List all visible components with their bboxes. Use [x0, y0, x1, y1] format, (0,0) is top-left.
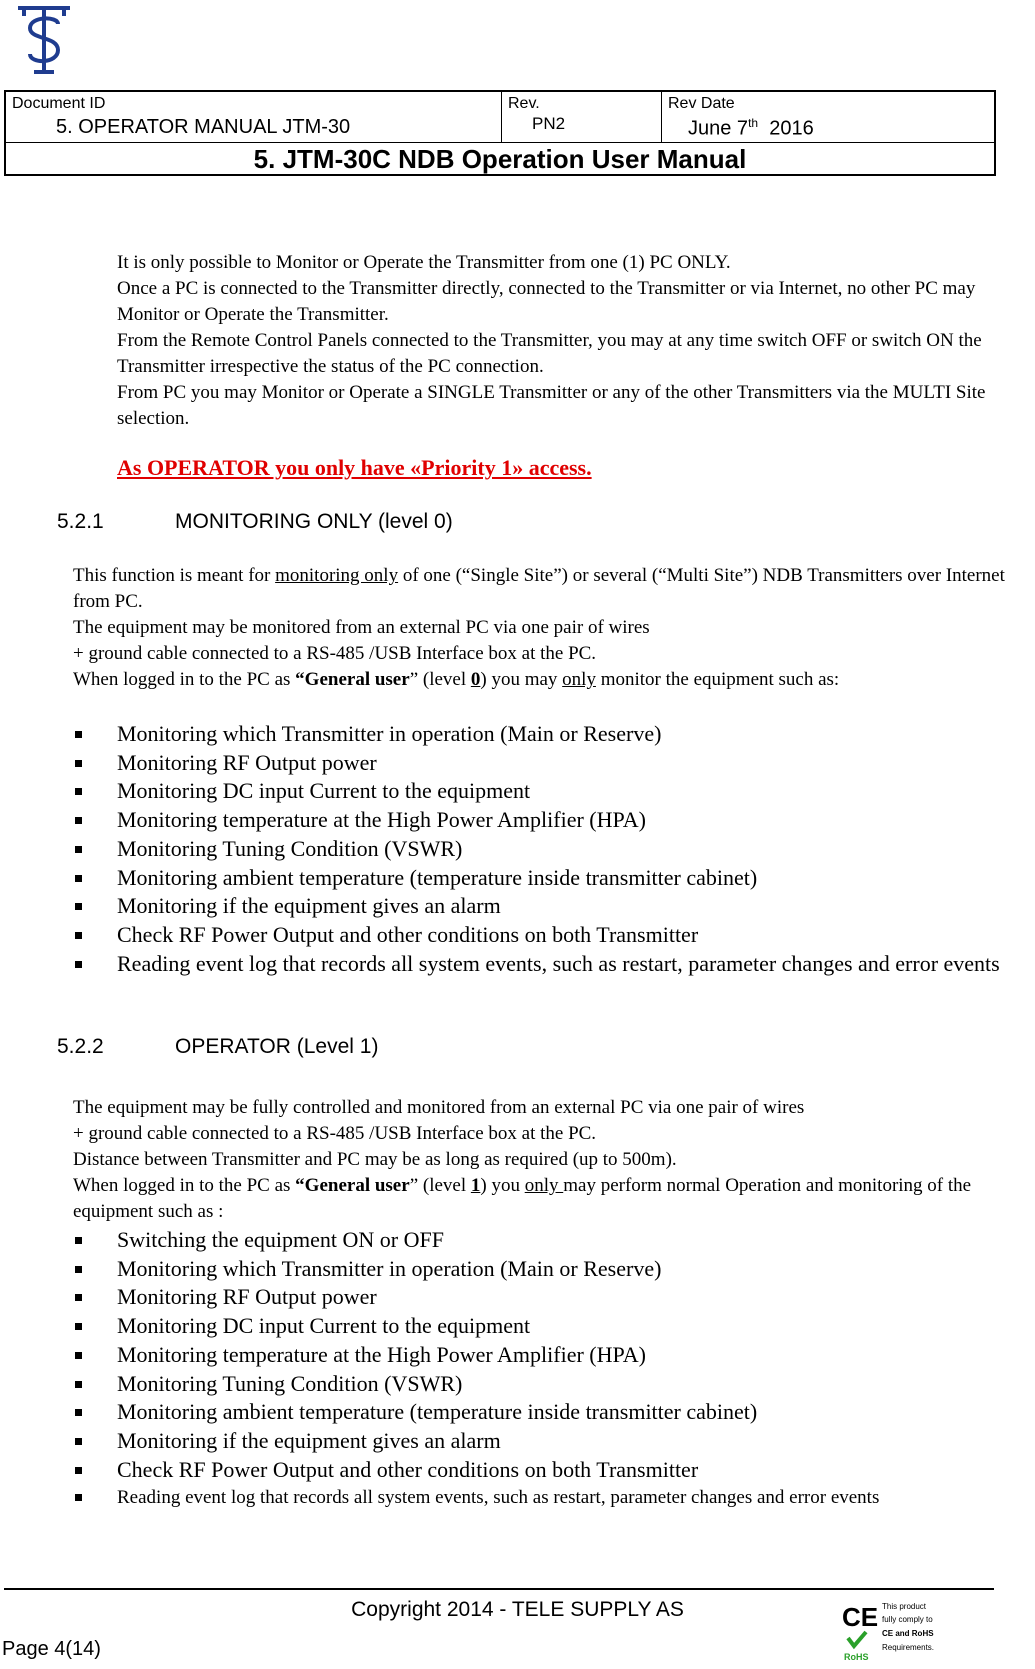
revision-date-value [688, 116, 814, 141]
document-title: 5. JTM-30C NDB Operation User Manual [253, 144, 747, 174]
revision-date-month-day: June 7 [688, 117, 749, 140]
monitoring-description [73, 563, 1008, 693]
footer-divider [4, 1588, 994, 1590]
ce-line: Requirements. [882, 1643, 935, 1652]
revision-label: Rev. [508, 95, 540, 112]
list-item: Monitoring Tuning Condition (VSWR) [57, 835, 1007, 864]
list-item: Monitoring which Transmitter in operation (Main or Reserve) [57, 1255, 1035, 1284]
operator-paragraph: + ground cable connected to a RS-485 /USB Interface box at the PC. [73, 1123, 597, 1144]
monitoring-paragraph: The equipment may be monitored from an external PC via one pair of wires [73, 617, 650, 638]
section-number: 5.2.2 [57, 1035, 104, 1058]
operator-description [73, 1095, 1008, 1225]
intro-paragraph: From PC you may Monitor or Operate a SINGLE Transmitter or any of the other Transmitters via the MULTI Site selection. [117, 382, 986, 429]
monitoring-paragraph: This function is meant for monitoring only of one (“Single Site”) or several (“Multi Site”) NDB Transmitters over Internet from PC. [73, 565, 1005, 612]
list-item: Check RF Power Output and other conditions on both Transmitter [57, 921, 1007, 950]
ce-rohs-compliance-icon [842, 1598, 942, 1664]
list-item: Monitoring DC input Current to the equipment [57, 1312, 1035, 1341]
check-icon [848, 1632, 866, 1646]
revision-cell [502, 92, 662, 142]
ce-line: CE and RoHS [882, 1629, 934, 1638]
operator-list [57, 1226, 1035, 1513]
list-item: Monitoring ambient temperature (temperature inside transmitter cabinet) [57, 1398, 1035, 1427]
list-item: Monitoring which Transmitter in operation (Main or Reserve) [57, 720, 1007, 749]
section-title: OPERATOR (Level 1) [175, 1035, 379, 1058]
ce-mark: CE [842, 1602, 879, 1632]
revision-date-cell [662, 92, 994, 142]
list-item: Monitoring DC input Current to the equipment [57, 777, 1007, 806]
section-title: MONITORING ONLY (level 0) [175, 510, 453, 533]
list-item: Reading event log that records all system events, such as restart, parameter changes and error events [57, 950, 1007, 977]
list-item: Monitoring RF Output power [57, 1283, 1035, 1312]
intro-paragraph: From the Remote Control Panels connected to the Transmitter, you may at any time switch OFF or switch ON the Transmitter irrespective the status of the PC connection. [117, 330, 982, 377]
intro-paragraph: Once a PC is connected to the Transmitter directly, connected to the Transmitter or via Internet, no other PC may Monitor or Operate the Transmitter. [117, 278, 976, 325]
list-item: Monitoring RF Output power [57, 749, 1007, 778]
copyright-text: Copyright 2014 - TELE SUPPLY AS [351, 1598, 684, 1621]
list-item: Monitoring Tuning Condition (VSWR) [57, 1370, 1035, 1399]
operator-paragraph: The equipment may be fully controlled and monitored from an external PC via one pair of wires [73, 1097, 805, 1118]
page-number: Page 4(14) [2, 1638, 101, 1660]
operator-paragraph: When logged in to the PC as “General user” (level 1) you only may perform normal Operation and monitoring of the equipment such as : [73, 1175, 972, 1222]
monitoring-paragraph: + ground cable connected to a RS-485 /USB Interface box at the PC. [73, 643, 597, 664]
revision-value: PN2 [532, 114, 566, 133]
document-id-value: 5. OPERATOR MANUAL JTM-30 [56, 116, 351, 138]
document-id-cell [6, 92, 502, 142]
list-item: Monitoring if the equipment gives an alarm [57, 892, 1007, 921]
revision-date-suffix: th [748, 116, 759, 130]
rohs-label: RoHS [844, 1652, 869, 1662]
list-item: Monitoring temperature at the High Power Amplifier (HPA) [57, 806, 1007, 835]
ce-line: This product [882, 1602, 927, 1611]
document-header-table [4, 90, 996, 176]
priority-note: As OPERATOR you only have «Priority 1» access. [117, 455, 592, 480]
intro-text [117, 250, 1007, 432]
company-logo [14, 2, 74, 76]
operator-paragraph: Distance between Transmitter and PC may be as long as required (up to 500m). [73, 1149, 677, 1170]
intro-paragraph: It is only possible to Monitor or Operate the Transmitter from one (1) PC ONLY. [117, 252, 731, 273]
list-item: Switching the equipment ON or OFF [57, 1226, 1035, 1255]
list-item: Monitoring temperature at the High Power Amplifier (HPA) [57, 1341, 1035, 1370]
document-id-label: Document ID [12, 95, 106, 112]
monitoring-list [57, 720, 1007, 977]
list-item: Reading event log that records all system events, such as restart, parameter changes and error events [57, 1484, 1035, 1513]
ce-line: fully comply to [882, 1615, 933, 1624]
monitoring-paragraph: When logged in to the PC as “General user” (level 0) you may only monitor the equipment such as: [73, 669, 840, 690]
revision-date-year: 2016 [769, 117, 814, 140]
list-item: Monitoring if the equipment gives an alarm [57, 1427, 1035, 1456]
section-number: 5.2.1 [57, 510, 104, 533]
list-item: Check RF Power Output and other conditions on both Transmitter [57, 1456, 1035, 1485]
list-item: Monitoring ambient temperature (temperature inside transmitter cabinet) [57, 864, 1007, 893]
revision-date-label: Rev Date [668, 95, 735, 112]
